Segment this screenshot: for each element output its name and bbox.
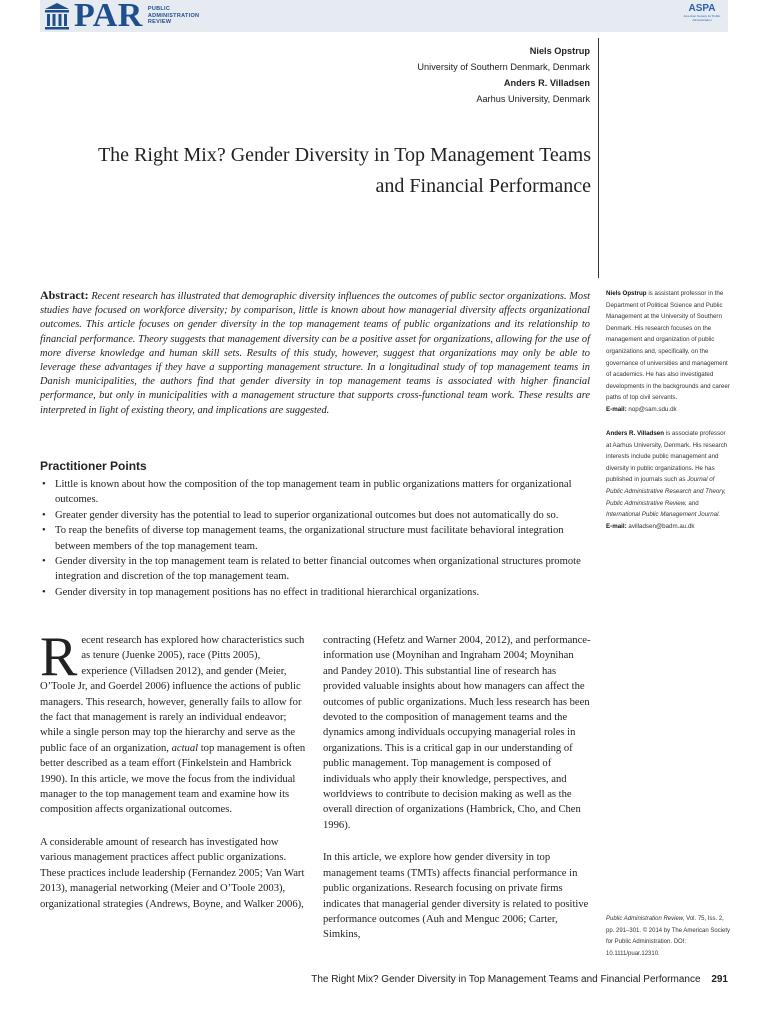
author-affiliation: University of Southern Denmark, Denmark [417, 62, 590, 72]
body-emphasis: actual [171, 742, 199, 754]
abstract [40, 288, 590, 418]
article-title: The Right Mix? Gender Diversity in Top Management Teams and Financial Performance [97, 144, 591, 197]
body-paragraph: A considerable amount of research has investigated how various management practices affect public organizations. These practices include leadership (Fernandez 2005; Van Wart 2013), managerial networking (Meier and O’Toole 2003), organizational strategies (Andrews, Boyne, and Walker 2006), [40, 836, 305, 910]
page-footer [311, 974, 728, 985]
bio-journals: Journal of Public Administrative Research and Theory, Public Administrative Review, [606, 476, 726, 507]
bio-text: is associate professor at Aarhus University, Denmark. His research interests include public management and diversity in public organizations. He has published in journals such as [606, 430, 728, 484]
logo-sub-line: ADMINISTRATION [147, 12, 200, 19]
author-bio-opstrup [606, 288, 732, 416]
bio-text: is assistant professor in the Department of Political Science and Public Management at the University of Southern Denmark. His research focuses on the management and organization of public organizations and, specifically, on the governance of universities and management of academics. He has also investigated developments in the backgrounds and career paths of top civil servants. [606, 290, 730, 402]
logo-letters: PAR [74, 0, 143, 34]
pillar-icon [44, 2, 70, 30]
practitioner-point: • To reap the benefits of diverse top management teams, the organizational structure must facilitate behavioral integration between members of the top management team. [40, 523, 588, 554]
citation-text: Vol. 75, Iss. 2, pp. 291–301. © 2014 by The American Society for Public Administration. DOI: 10.1111/puar.12310. [606, 916, 731, 957]
body-column-left [40, 626, 308, 929]
body-paragraph: In this article, we explore how gender diversity in top management teams (TMTs) affects financial performance in public organizations. Research focusing on private firms indicates that managerial gender diversity is related to positive performance outcomes (Auh and Menguc 2006; Carter, Simkins, [323, 852, 589, 941]
author-block [417, 43, 590, 107]
bio-text: and [688, 499, 699, 507]
aspa-logo-text: ASPA [688, 3, 716, 14]
logo-sub-line: PUBLIC [147, 6, 171, 13]
bio-journal-last: International Public Management Journal. [606, 511, 721, 519]
practitioner-points-heading: Practitioner Points [40, 459, 147, 473]
aspa-logo-sub: American Society for Public Administration [683, 14, 721, 22]
page-number: 291 [711, 974, 728, 985]
author-affiliation: Aarhus University, Denmark [476, 94, 590, 104]
practitioner-point: • Greater gender diversity has the potential to lead to superior organizational outcomes but does not automatically do so. [40, 508, 588, 523]
bio-email-label: E-mail: [606, 405, 627, 413]
bio-name: Anders R. Villadsen [606, 430, 664, 437]
author-bio-villadsen [606, 428, 732, 532]
citation-journal: Public Administration Review, [606, 916, 685, 922]
body-paragraph [40, 626, 308, 818]
body-paragraph: contracting (Hefetz and Warner 2004, 2012), and performance-information use (Moynihan and Ingraham 2004; Moynihan and Pandey 2010). This substantial line of research has provided valuable insights about how managers can affect the outcomes of public organizations. Much less research has been devoted to the composition of management teams and the dynamics among individuals occupying managerial roles in organizations. This is a critical gap in our understanding of public management. Top management is composed of individuals who apply their knowledge, perspectives, and worldviews to contribute to decision making as well as the overall direction of organizations (Hambrick, Cho, and Chen 1996). [323, 635, 591, 831]
bio-email[interactable]: nop@sam.sdu.dk [628, 405, 677, 413]
vertical-divider [598, 38, 599, 278]
bio-email[interactable]: avilladsen@badm.au.dk [628, 522, 695, 530]
practitioner-point: • Gender diversity in the top management team is related to better financial outcomes when organizational structures promote integration and discretion of the top management team. [40, 554, 588, 585]
body-text: top management is often better described as a team effort (Finkelstein and Hambrick 1990). In this article, we move the focus from the individual manager to the top management team and examine how its composition affects organizational outcomes. [40, 742, 306, 816]
par-logo [44, 0, 200, 34]
citation-block [606, 914, 732, 960]
bio-name: Niels Opstrup [606, 290, 647, 297]
aspa-logo [680, 3, 724, 29]
abstract-text: Recent research has illustrated that demographic diversity influences the outcomes of public sector organizations. Most studies have focused on workforce diversity; by comparison, little is known about how managerial diversity affects organizational outcomes. This article focuses on gender diversity in the top management teams of public organizations and its relationship to financial performance. Theory suggests that management diversity can be a positive asset for organizations, allowing for the use of more diverse knowledge and human skill sets. Results of this study, however, suggest that organizations may only be able to leverage these advantages if they have a supporting management structure. In a longitudinal study of top management teams in Danish municipalities, the authors find that gender diversity in top management teams is associated with higher financial performance, but only in municipalities with a management structure that supports cross-functional team work. These results are interpreted in light of existing theory, and implications are suggested. [40, 291, 590, 416]
drop-cap: R [40, 626, 78, 688]
practitioner-point: • Gender diversity in top management positions has no effect in traditional hierarchical organizations. [40, 585, 588, 600]
bio-email-label: E-mail: [606, 522, 627, 530]
practitioner-point: • Little is known about how the composition of the top management team in public organizations matters for organizational outcomes. [40, 477, 588, 508]
author-name: Anders R. Villadsen [503, 78, 590, 88]
logo-sub-line: REVIEW [147, 19, 172, 26]
author-name: Niels Opstrup [529, 46, 590, 56]
practitioner-points-list [40, 477, 588, 600]
body-column-right [323, 633, 591, 960]
running-title: The Right Mix? Gender Diversity in Top Management Teams and Financial Performance [311, 974, 701, 985]
body-text: ecent research has explored how characteristics such as tenure (Juenke 2005), race (Pitts 2005), experience (Villadsen 2012), and gender (Meier, O’Toole Jr, and Goerdel 2006) influence the actions of public managers. This research, however, generally fails to allow for the fact that management is rarely an individual endeavor; while a single person may top the hierarchy and serve as the public face of an organization, [40, 635, 305, 754]
logo-subtitle [148, 6, 199, 26]
abstract-label: Abstract: [40, 288, 89, 302]
